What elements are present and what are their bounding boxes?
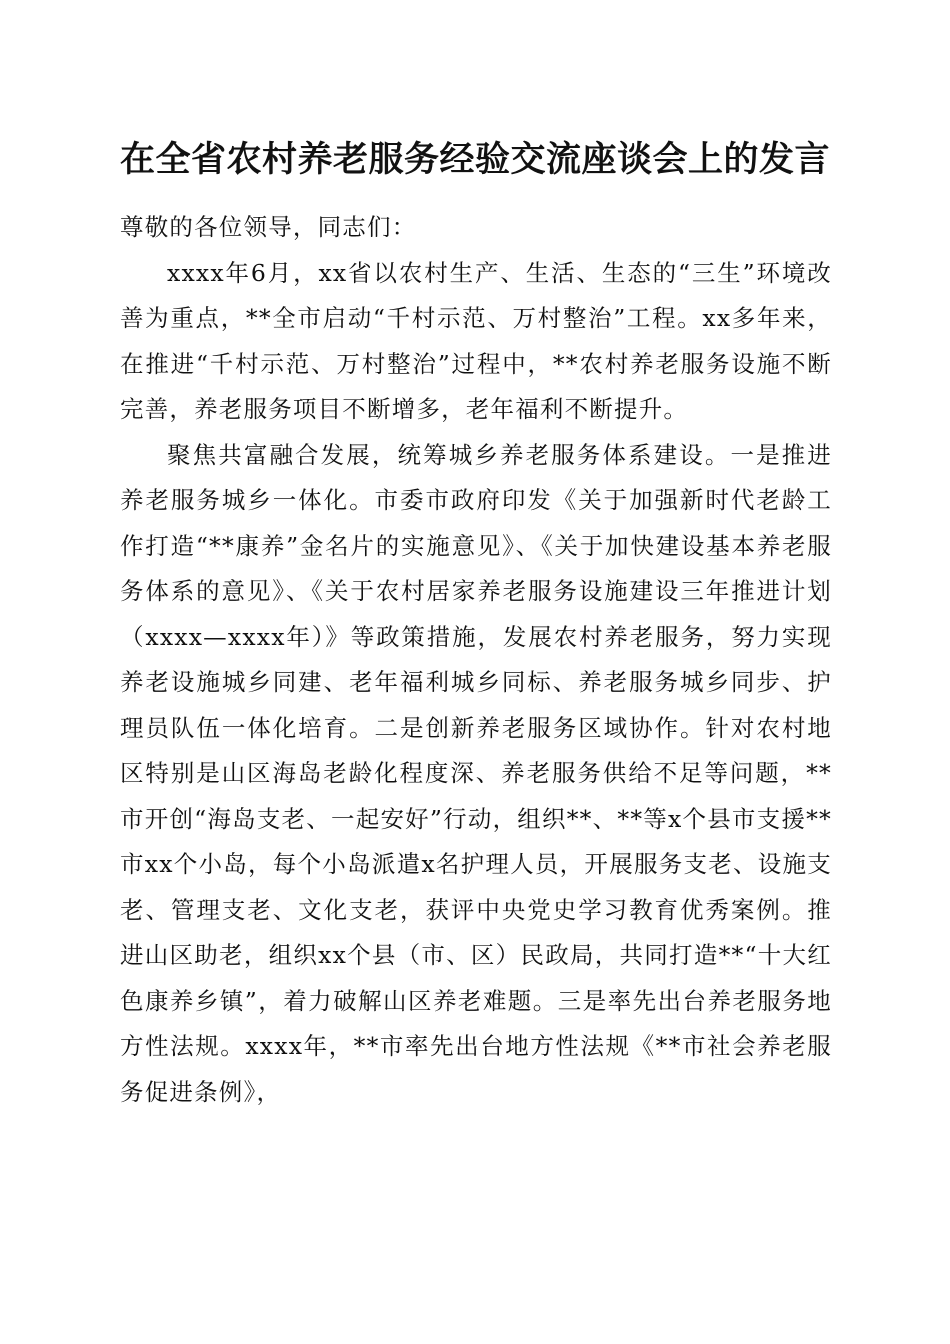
document-title: 在全省农村养老服务经验交流座谈会上的发言 bbox=[119, 139, 830, 180]
document-body bbox=[120, 205, 832, 1115]
paragraph-1: xxxx年6月，xx省以农村生产、生活、生态的“三生”环境改善为重点，**全市启动“千村示范、万村整治”工程。xx多年来，在推进“千村示范、万村整治”过程中，**农村养老服务设施不断完善，养老服务项目不断增多，老年福利不断提升。 bbox=[120, 258, 832, 423]
paragraph-2: 聚焦共富融合发展，统筹城乡养老服务体系建设。一是推进养老服务城乡一体化。市委市政府印发《关于加强新时代老龄工作打造“**康养”金名片的实施意见》、《关于加快建设基本养老服务体系的意见》、《关于农村居家养老服务设施建设三年推进计划（xxxx—xxxx年）》等政策措施，发展农村养老服务，努力实现养老设施城乡同建、老年福利城乡同标、养老服务城乡同步、护理员队伍一体化培育。二是创新养老服务区域协作。针对农村地区特别是山区海岛老龄化程度深、养老服务供给不足等问题，**市开创“海岛支老、一起安好”行动，组织**、**等x个县市支援**市xx个小岛，每个小岛派遣x名护理人员，开展服务支老、设施支老、管理支老、文化支老，获评中央党史学习教育优秀案例。推进山区助老，组织xx个县（市、区）民政局，共同打造**“十大红色康养乡镇”，着力破解山区养老难题。三是率先出台养老服务地方性法规。xxxx年，**市率先出台地方性法规《**市社会养老服务促进条例》， bbox=[120, 440, 832, 1106]
salutation: 尊敬的各位领导，同志们： bbox=[120, 213, 417, 241]
